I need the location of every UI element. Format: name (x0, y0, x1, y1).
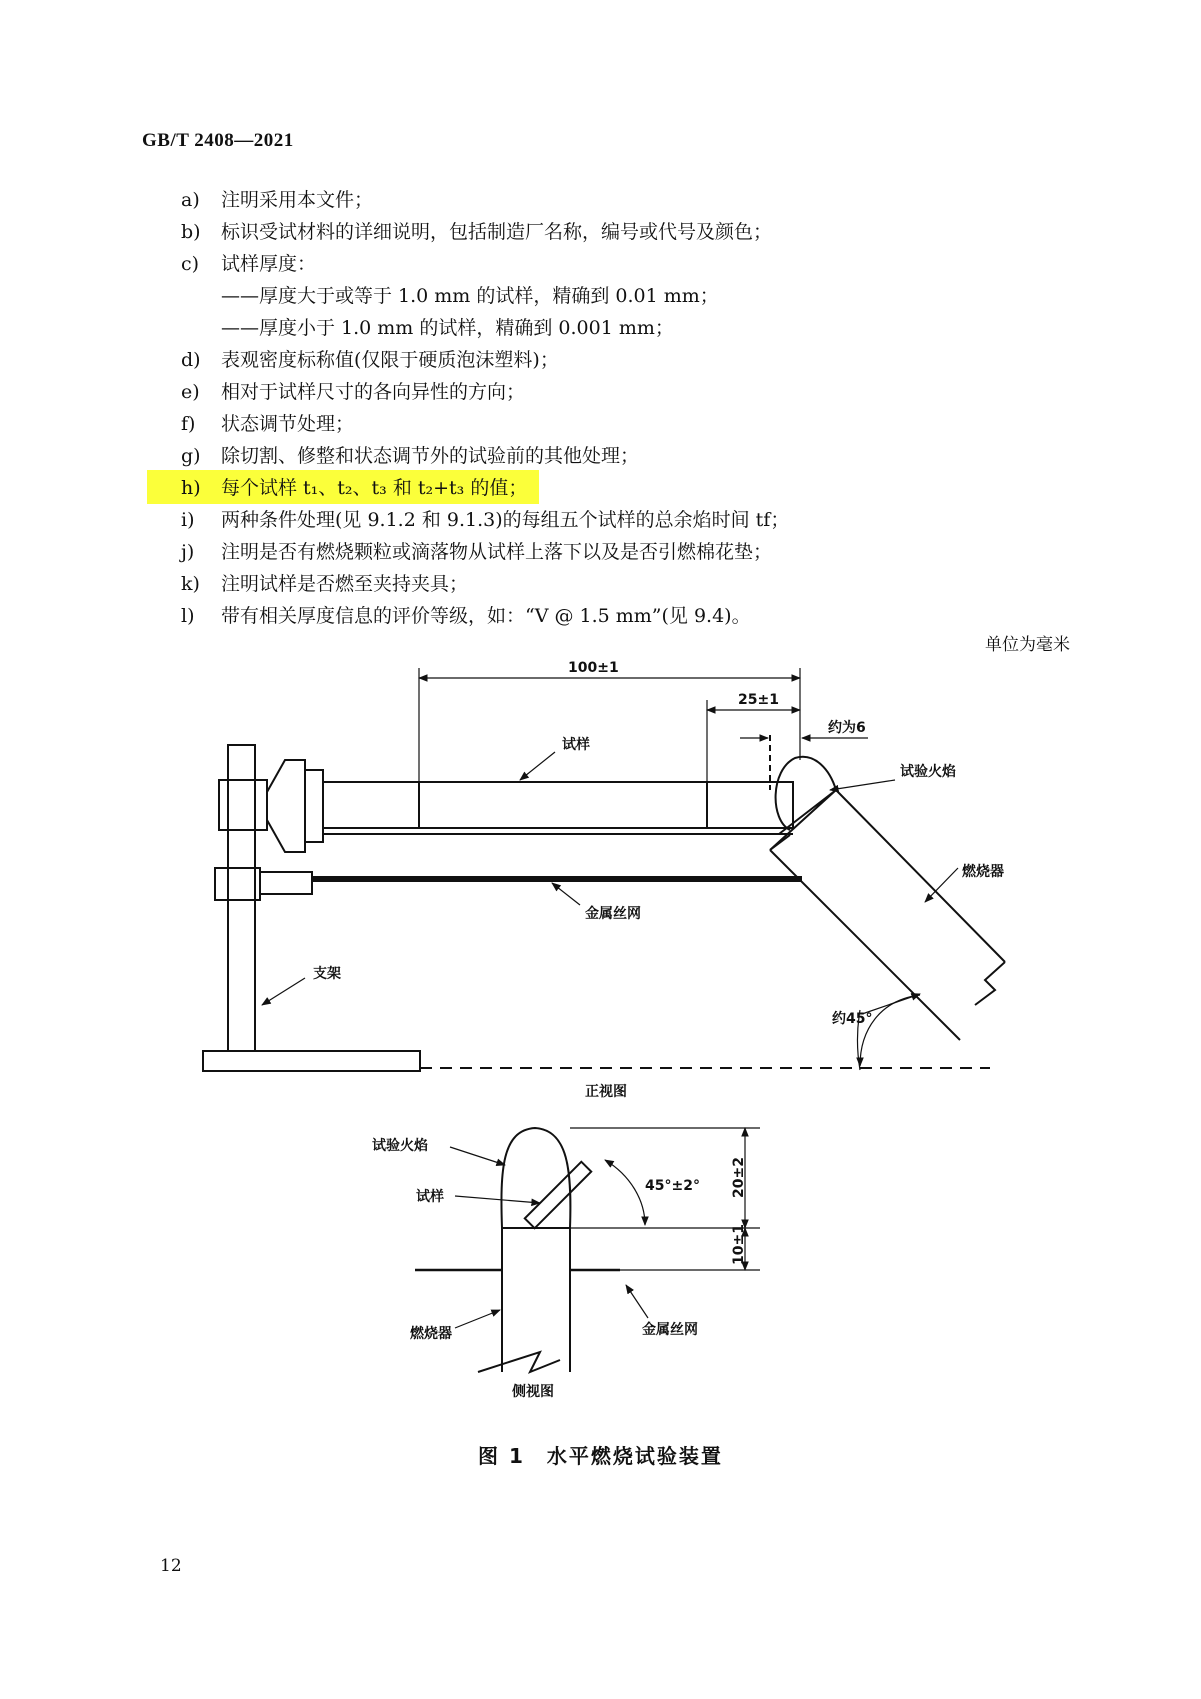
specimen (323, 782, 793, 828)
item-text: 标识受试材料的详细说明，包括制造厂名称，编号或代号及颜色； (221, 221, 773, 243)
side-flame (501, 1128, 570, 1228)
clamp-jaw (267, 760, 305, 852)
item-text: 状态调节处理； (221, 413, 355, 435)
label-stand: 支架 (313, 966, 341, 982)
item-text: 带有相关厚度信息的评价等级，如：“V @ 1.5 mm”(见 9.4)。 (221, 605, 751, 627)
item-text: 两种条件处理(见 9.1.2 和 9.1.3)的每组五个试样的总余焰时间 tf； (221, 509, 790, 531)
item-label: a) (181, 189, 200, 211)
label-angle-45: 约45° (832, 1011, 873, 1027)
item-label: d) (181, 349, 201, 371)
clamp-block (219, 780, 267, 830)
figure-caption: 图 1 水平燃烧试验装置 (478, 1444, 723, 1468)
dim-25-label: 25±1 (738, 692, 779, 708)
item-label: i) (181, 509, 195, 531)
item-text: 注明试样是否燃至夹持夹具； (221, 573, 469, 595)
item-text: 表观密度标称值(仅限于硬质泡沫塑料)； (221, 349, 559, 371)
item-label: g) (181, 445, 201, 467)
side-label-specimen: 试样 (416, 1189, 444, 1205)
label-wire-mesh: 金属丝网 (585, 906, 641, 922)
standard-code: GB/T 2408—2021 (142, 130, 294, 151)
front-view-caption: 正视图 (585, 1084, 627, 1100)
side-label-angle: 45°±2° (645, 1178, 700, 1194)
burner (770, 790, 1005, 1040)
item-text: 注明采用本文件； (221, 189, 374, 211)
item-text: ——厚度大于或等于 1.0 mm 的试样，精确到 0.01 mm； (221, 285, 719, 307)
item-text: 相对于试样尺寸的各向异性的方向； (221, 381, 526, 403)
clamp-jaw-nut (305, 770, 323, 842)
label-specimen: 试样 (562, 737, 590, 753)
unit-note: 单位为毫米 (985, 635, 1070, 655)
item-label: b) (181, 221, 201, 243)
side-view-caption: 侧视图 (512, 1384, 554, 1400)
item-text: 除切割、修整和状态调节外的试验前的其他处理； (221, 445, 640, 467)
dim-100-label: 100±1 (568, 660, 619, 676)
page-number: 12 (160, 1556, 182, 1576)
item-text: 每个试样 t₁、t₂、t₃ 和 t₂+t₃ 的值； (221, 477, 528, 499)
label-test-flame: 试验火焰 (900, 764, 956, 780)
label-burner: 燃烧器 (962, 864, 1004, 880)
side-label-mesh: 金属丝网 (642, 1322, 698, 1338)
test-flame (776, 757, 836, 830)
side-label-flame: 试验火焰 (372, 1138, 428, 1154)
side-specimen (525, 1162, 591, 1228)
item-label: c) (181, 253, 200, 275)
item-label: e) (181, 381, 200, 403)
item-text: 试样厚度： (221, 253, 317, 275)
stand-base (203, 1051, 420, 1071)
mesh-clamp (215, 868, 260, 900)
dim-20-label: 20±2 (731, 1157, 747, 1198)
item-label: l) (181, 605, 195, 627)
item-label: k) (181, 573, 200, 595)
item-label: f) (181, 413, 196, 435)
dim-6-label: 约为6 (828, 720, 866, 736)
dim-10-label: 10±1 (731, 1224, 747, 1265)
side-label-burner: 燃烧器 (410, 1326, 452, 1342)
item-label: h) (181, 477, 201, 499)
item-text: ——厚度小于 1.0 mm 的试样，精确到 0.001 mm； (221, 317, 674, 339)
item-label: j) (181, 541, 195, 563)
item-text: 注明是否有燃烧颗粒或滴落物从试样上落下以及是否引燃棉花垫； (221, 541, 773, 563)
stand-pole (228, 745, 255, 1051)
